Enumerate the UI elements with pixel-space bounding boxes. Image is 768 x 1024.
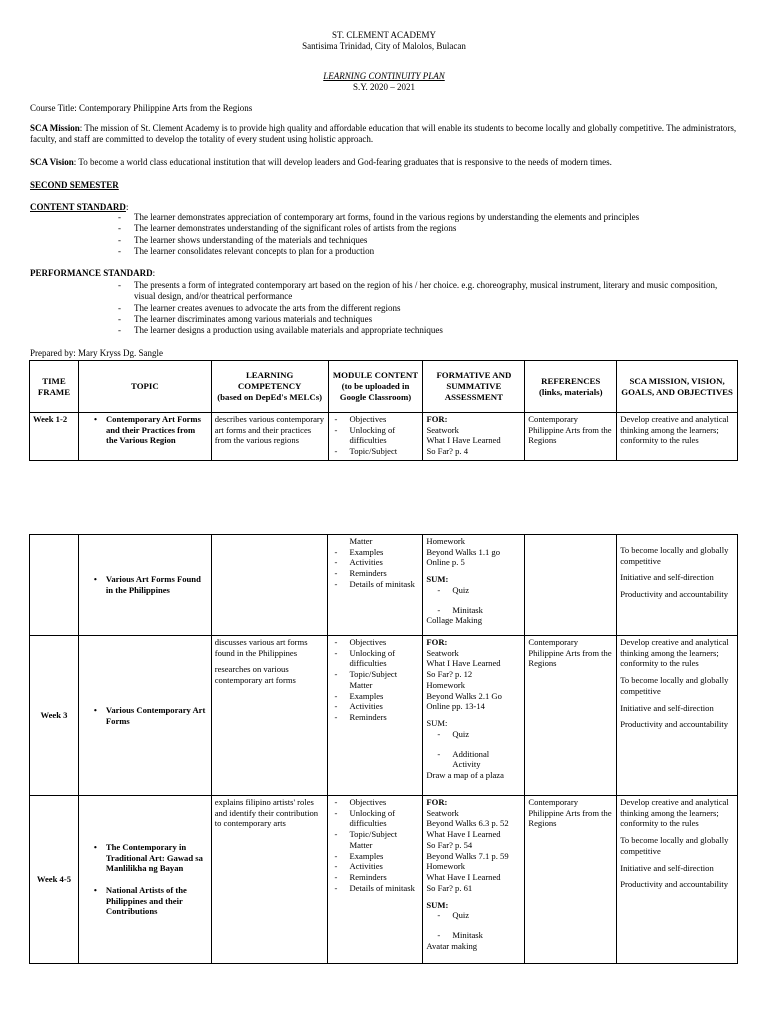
list-item: - Reminders — [331, 568, 419, 579]
row2-topic-item: • Various Art Forms Found in the Philippines — [92, 574, 208, 595]
row4-sum-list — [426, 910, 521, 940]
list-item: - The learner demonstrates understanding of the significant roles of artists from the regions — [118, 223, 718, 234]
row4-assess-line: So Far? p. 54 — [426, 839, 473, 850]
list-item: - Quiz — [434, 910, 521, 921]
row2-assess-line: Online p. 5 — [426, 557, 465, 568]
list-item: - The learner demonstrates appreciation of contemporary art forms, found in the various regions by understanding the elements and principles — [118, 212, 718, 223]
row1-for-label: FOR: — [426, 414, 448, 424]
row2-mission-line: Productivity and accountability — [620, 589, 729, 600]
list-item: - Details of minitask — [331, 579, 419, 590]
row3-assess-line: Seatwork — [426, 647, 459, 658]
header-mission: SCA MISSION, VISION, GOALS, AND OBJECTIVES — [617, 361, 738, 413]
header-assessment: FORMATIVE AND SUMMATIVE ASSESSMENT — [423, 361, 525, 413]
list-item: - Details of minitask — [331, 883, 419, 894]
row4-for-label: FOR: — [426, 797, 448, 807]
table-row — [30, 796, 738, 964]
row2-sum-label: SUM: — [426, 574, 449, 585]
row1-assessment — [423, 413, 525, 461]
row1-time: Week 1-2 — [30, 413, 79, 461]
row4-topic-item: • National Artists of the Philippines and their Contributions — [92, 885, 208, 917]
row3-assessment — [423, 636, 525, 796]
list-item: - Unlocking of difficulties — [331, 648, 419, 669]
row2-mission-line: Initiative and self-direction — [620, 572, 714, 583]
row3-mission-line: Initiative and self-direction — [620, 702, 714, 713]
row3-references: Contemporary Philippine Arts from the Regions — [525, 636, 617, 796]
list-item: - Activities — [331, 861, 419, 872]
row4-sum-label: SUM: — [426, 899, 449, 910]
row4-assess-line: Homework — [426, 861, 466, 872]
row4-references: Contemporary Philippine Arts from the Regions — [525, 796, 617, 964]
list-item: - The learner creates avenues to advocate the arts from the different regions — [118, 303, 718, 314]
row2-references — [525, 535, 617, 636]
row2-assessment — [423, 535, 525, 636]
row3-mission-line: Productivity and accountability — [620, 719, 729, 730]
list-item: - Activities — [331, 701, 419, 712]
list-item: - Minitask — [434, 605, 521, 616]
table-row — [30, 535, 738, 636]
row3-for-label: FOR: — [426, 637, 448, 647]
row2-mission — [617, 535, 738, 636]
performance-standard-heading: PERFORMANCE STANDARD: — [30, 268, 156, 278]
row1-assess-line: What I Have Learned — [426, 435, 501, 446]
header-competency-title: LEARNING COMPETENCY — [237, 370, 302, 391]
list-item: - Unlocking of difficulties — [332, 425, 420, 446]
row4-mission-line: To become locally and globally competitive — [620, 835, 729, 856]
list-item: - Unlocking of difficulties — [331, 808, 419, 829]
header-competency-sub: (based on DepEd's MELCs) — [217, 391, 323, 402]
row4-mission-line: Initiative and self-direction — [620, 862, 714, 873]
row4-topic-item: • The Contemporary in Traditional Art: Gawad sa Manlilikha ng Bayan — [92, 842, 208, 874]
list-item: - Topic/Subject — [332, 446, 420, 457]
row1-mission: Develop creative and analytical thinking among the learners; conformity to the rules — [617, 413, 738, 461]
row3-assess-line: Online pp. 13-14 — [426, 701, 485, 712]
list-item: - The learner consolidates relevant concepts to plan for a production — [118, 246, 718, 257]
list-item: - Objectives — [331, 637, 419, 648]
performance-standard-label: PERFORMANCE STANDARD — [30, 268, 153, 278]
list-item: - Quiz — [434, 729, 521, 740]
header-time: TIME FRAME — [30, 361, 79, 413]
row3-assess-tail: Draw a map of a plaza — [426, 770, 504, 781]
row4-assessment — [423, 796, 525, 964]
row4-assess-line: Seatwork — [426, 807, 459, 818]
list-item: - Minitask — [434, 930, 521, 941]
list-item: - The learner designs a production using available materials and appropriate techniques — [118, 325, 718, 336]
header-module-sub: (to be uploaded in Google Classroom) — [339, 381, 412, 402]
row4-competency: explains filipino artists' roles and identify their contribution to contemporary arts — [211, 796, 328, 964]
row3-time: Week 3 — [30, 636, 79, 796]
row3-competency — [211, 636, 328, 796]
list-item: - Objectives — [331, 797, 419, 808]
row3-assess-line: Beyond Walks 2.1 Go — [426, 690, 502, 701]
list-item: - Reminders — [331, 712, 419, 723]
header-references-sub: (links, materials) — [538, 386, 603, 397]
list-item: - Topic/Subject Matter — [331, 669, 419, 690]
row4-time: Week 4-5 — [30, 796, 79, 964]
row3-assess-line: So Far? p. 12 — [426, 669, 473, 680]
school-year: S.Y. 2020 – 2021 — [352, 82, 416, 92]
vision-paragraph — [30, 157, 740, 168]
table-header-row — [30, 361, 738, 413]
vision-text: : To become a world class educational institution that will develop leaders and God-fearing graduates that is responsive to the needs of modern times. — [73, 157, 612, 167]
list-item: - Examples — [331, 547, 419, 558]
content-standard-heading: CONTENT STANDARD: — [30, 202, 129, 212]
row1-topic-item: • Contemporary Art Forms and their Practices from the Various Region — [92, 414, 208, 446]
row2-mission-line: To become locally and globally competitive — [620, 545, 729, 566]
row3-assess-line: Homework — [426, 679, 466, 690]
mission-text: : The mission of St. Clement Academy is to provide high quality and affordable education that will enable its students to become locally and globally competitive. The administrators, faculty, and staff are committed to develop the totality of every student using holistic approach. — [30, 123, 737, 145]
row3-sum-label: SUM: — [426, 718, 448, 729]
list-item: - The learner shows understanding of the materials and techniques — [118, 235, 718, 246]
vision-label: SCA Vision — [30, 157, 74, 167]
row4-assess-line: So Far? p. 61 — [426, 882, 473, 893]
list-item: - The learner discriminates among various materials and techniques — [118, 314, 718, 325]
lcp-table-part2 — [29, 534, 738, 964]
school-address: Santisima Trinidad, City of Malolos, Bulacan — [302, 41, 466, 51]
row2-sum-list — [426, 585, 521, 615]
row2-assess-tail: Collage Making — [426, 615, 483, 626]
row4-assess-tail: Avatar making — [426, 940, 478, 951]
row3-sum-list — [426, 729, 521, 770]
mission-label: SCA Mission — [30, 123, 80, 133]
list-item: - The presents a form of integrated contemporary art based on the region of his / her choice. e.g. choreography, musical instrument, literary and music composition, visual design, and/or theatrical performance — [118, 280, 718, 303]
row2-time — [30, 535, 79, 636]
row3-module — [328, 636, 423, 796]
header-module-title: MODULE CONTENT — [332, 370, 419, 381]
header-references-title: REFERENCES — [541, 375, 601, 386]
table-row — [30, 413, 738, 461]
content-standard-label: CONTENT STANDARD — [30, 202, 126, 212]
header-topic: TOPIC — [78, 361, 211, 413]
row1-assess-line: Seatwork — [426, 424, 459, 435]
row2-competency — [211, 535, 328, 636]
row2-assess-line: Beyond Walks 1.1 go — [426, 546, 501, 557]
row1-topic — [78, 413, 211, 461]
row2-module-list — [331, 547, 419, 590]
row4-assess-line: What Have I Learned — [426, 829, 501, 840]
row3-competency-line: researches on various contemporary art forms — [214, 664, 296, 686]
course-title: Course Title: Contemporary Philippine Arts from the Regions — [30, 103, 253, 113]
content-standard-list — [118, 212, 718, 257]
semester-heading: SECOND SEMESTER — [30, 180, 119, 190]
lcp-table-part1 — [29, 360, 738, 461]
header-references — [525, 361, 617, 413]
row1-assess-line: So Far? p. 4 — [426, 446, 468, 457]
list-item: - Topic/Subject Matter — [331, 829, 419, 850]
prepared-by: Prepared by: Mary Kryss Dg. Sangle — [30, 348, 163, 358]
row4-assess-line: What Have I Learned — [426, 872, 501, 883]
header-competency — [211, 361, 328, 413]
row4-topic — [78, 796, 211, 964]
list-item: - Objectives — [332, 414, 420, 425]
row2-assess-line: Homework — [426, 536, 466, 546]
mission-paragraph — [30, 123, 740, 146]
plan-title: LEARNING CONTINUITY PLAN — [323, 71, 445, 81]
list-item: - Examples — [331, 691, 419, 702]
row4-mission — [617, 796, 738, 964]
row3-assess-line: What I Have Learned — [426, 658, 501, 669]
list-item: - Quiz — [434, 585, 521, 596]
row3-competency-line: discusses various art forms found in the Philippines — [214, 637, 308, 658]
performance-standard-list — [118, 280, 718, 336]
header-module — [328, 361, 423, 413]
row2-module-cont: Matter — [349, 536, 373, 546]
list-item: - Reminders — [331, 872, 419, 883]
row3-mission-line: To become locally and globally competitive — [620, 675, 729, 696]
row2-topic — [78, 535, 211, 636]
school-name: ST. CLEMENT ACADEMY — [332, 30, 436, 40]
row3-mission-line: Develop creative and analytical thinking among the learners; conformity to the rules — [620, 637, 729, 669]
list-item: - Additional Activity — [434, 749, 521, 770]
row1-module-list — [332, 414, 420, 457]
row4-assess-line: Beyond Walks 6.3 p. 52 — [426, 818, 509, 829]
list-item: - Examples — [331, 851, 419, 862]
row3-module-list — [331, 637, 419, 723]
row1-competency: describes various contemporary art forms and their practices from the various regions — [211, 413, 328, 461]
table-row — [30, 636, 738, 796]
row4-module-list — [331, 797, 419, 894]
row4-mission-line: Develop creative and analytical thinking among the learners; conformity to the rules — [620, 797, 729, 829]
list-item: - Activities — [331, 557, 419, 568]
row3-mission — [617, 636, 738, 796]
row3-topic-item: • Various Contemporary Art Forms — [92, 705, 208, 726]
row4-assess-line: Beyond Walks 7.1 p. 59 — [426, 850, 509, 861]
row3-topic — [78, 636, 211, 796]
row4-module — [328, 796, 423, 964]
row4-mission-line: Productivity and accountability — [620, 879, 729, 890]
row2-module — [328, 535, 423, 636]
row1-module — [328, 413, 423, 461]
row1-references: Contemporary Philippine Arts from the Regions — [525, 413, 617, 461]
